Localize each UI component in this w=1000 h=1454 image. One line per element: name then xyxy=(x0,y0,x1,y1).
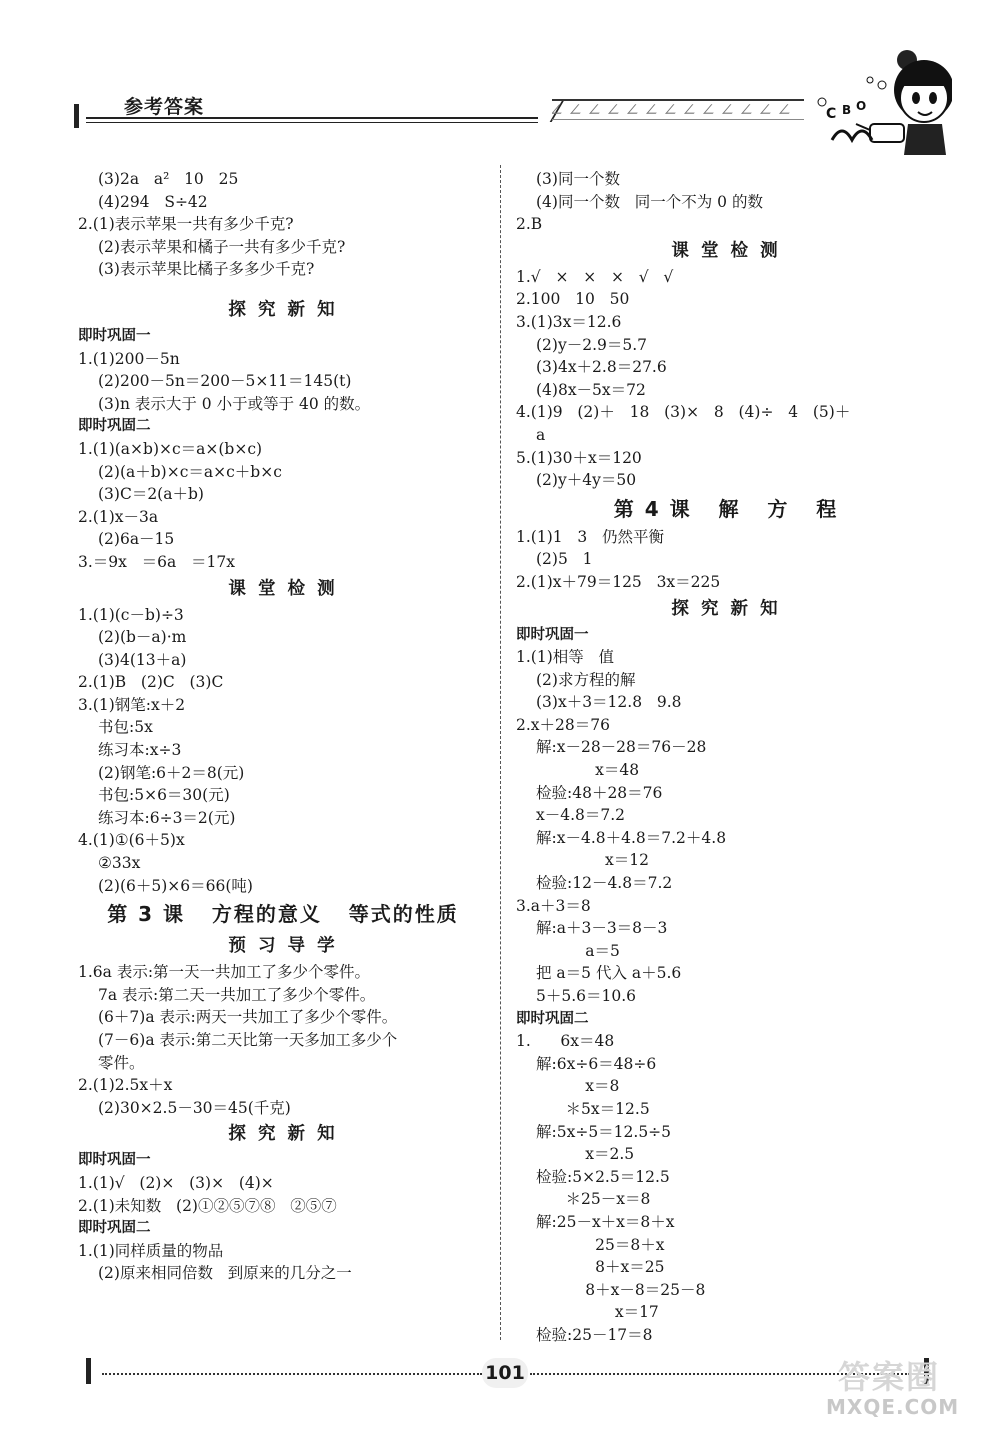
answer-line: 8＋x＝25 xyxy=(536,1258,665,1277)
answer-line: (6＋7)a 表示:两天一共加工了多少个零件。 xyxy=(98,1008,398,1027)
section-heading: 探 究 新 知 xyxy=(671,598,781,619)
answer-line: 练习本:x÷3 xyxy=(98,741,182,760)
column-divider xyxy=(500,165,501,1340)
answer-line: (2)求方程的解 xyxy=(536,670,636,689)
page-header xyxy=(0,0,1000,160)
subsection-heading: 即时巩固二 xyxy=(78,418,151,435)
answer-line: (4)294 S÷42 xyxy=(98,192,208,211)
answer-line: 2.(1)未知数 (2)①②⑤⑦⑧ ②⑤⑦ xyxy=(78,1196,337,1215)
answer-line: (2)y＋4y＝50 xyxy=(536,471,637,490)
answer-line: (3)表示苹果比橘子多多少千克? xyxy=(98,260,315,279)
section-heading: 探 究 新 知 xyxy=(228,299,338,320)
girl-mascot-icon xyxy=(812,40,952,160)
right-column xyxy=(516,168,936,1347)
answer-line xyxy=(78,281,488,295)
answer-line: 8＋x－8＝25－8 xyxy=(536,1280,706,1299)
answer-line: x＝12 xyxy=(536,851,649,870)
answer-line: 1.(1)相等 值 xyxy=(516,648,615,667)
answer-line: (4)同一个数 同一个不为 0 的数 xyxy=(536,192,763,211)
answer-line: (2)y－2.9＝5.7 xyxy=(536,335,648,354)
answer-line: 解:a＋3－3＝8－3 xyxy=(536,919,668,938)
header-title: 参考答案 xyxy=(124,96,205,118)
answer-line: a＝5 xyxy=(536,941,620,960)
answer-line: (2)5 1 xyxy=(536,550,593,569)
answer-line: 检验:12－4.8＝7.2 xyxy=(536,874,673,893)
answer-line: 3.(1)3x＝12.6 xyxy=(516,312,622,331)
answer-line: x＝48 xyxy=(536,761,640,780)
answer-line: 解:6x÷6＝48÷6 xyxy=(536,1054,657,1073)
answer-line: 2.(1)B (2)C (3)C xyxy=(78,673,224,692)
watermark-logo: 答案圈 xyxy=(838,1358,941,1396)
answer-line: (3)C＝2(a＋b) xyxy=(98,485,204,504)
section-heading: 预 习 导 学 xyxy=(228,936,338,957)
answer-line: (2)200－5n＝200－5×11＝145(t) xyxy=(98,372,352,391)
answer-line: (3)n 表示大于 0 小于或等于 40 的数。 xyxy=(98,394,371,413)
answer-line: 1.(1)同样质量的物品 xyxy=(78,1241,224,1260)
answer-line: 书包:5×6＝30(元) xyxy=(98,786,230,805)
answer-line: x－4.8＝7.2 xyxy=(536,806,626,825)
answer-line: x＝17 xyxy=(536,1303,659,1322)
answer-line: (2)(a＋b)×c＝a×c＋b×c xyxy=(98,462,282,481)
answer-line: 1.(1)√ (2)× (3)× (4)× xyxy=(78,1173,274,1192)
answer-line: (2)30×2.5－30＝45(千克) xyxy=(98,1098,291,1117)
answer-line: 检验:25－17＝8 xyxy=(536,1325,653,1344)
subsection-heading: 即时巩固二 xyxy=(516,1010,589,1027)
answer-line: 25＝8＋x xyxy=(536,1235,665,1254)
page-number: 101 xyxy=(482,1358,528,1388)
answer-line: (2)表示苹果和橘子一共有多少千克? xyxy=(98,237,346,256)
answer-line: 4.(1)9 (2)＋ 18 (3)× 8 (4)÷ 4 (5)＋ xyxy=(516,403,851,422)
header-decor-strip xyxy=(552,99,804,120)
answer-line: 1.(1)(a×b)×c＝a×(b×c) xyxy=(78,439,263,458)
subsection-heading: 即时巩固一 xyxy=(78,1152,151,1169)
answer-line: 2.x＋28＝76 xyxy=(516,715,610,734)
answer-line: 5＋5.6＝10.6 xyxy=(536,987,637,1005)
answer-line: a xyxy=(536,425,546,444)
subsection-heading: 即时巩固二 xyxy=(78,1220,151,1237)
subsection-heading: 即时巩固一 xyxy=(516,626,589,643)
header-rule-thin xyxy=(86,122,538,123)
answer-line: x＝2.5 xyxy=(536,1145,635,1164)
section-heading: 探 究 新 知 xyxy=(228,1124,338,1145)
answer-line: 练习本:6÷3＝2(元) xyxy=(98,808,236,827)
lesson-title: 第 3 课 方程的意义 等式的性质 xyxy=(107,902,459,927)
svg-text:B: B xyxy=(842,103,852,117)
answer-line: 1.(1)(c－b)÷3 xyxy=(78,605,184,624)
answer-line: 3.a＋3＝8 xyxy=(516,896,591,915)
answer-line: 3.(1)钢笔:x＋2 xyxy=(78,695,186,714)
answer-line: 检验:5×2.5＝12.5 xyxy=(536,1167,670,1186)
answer-line: 零件。 xyxy=(98,1053,145,1072)
answer-line: (3)4x＋2.8＝27.6 xyxy=(536,358,667,377)
answer-line: 1.6a 表示:第一天一共加工了多少个零件。 xyxy=(78,963,371,982)
answer-line: (3)2a a² 10 25 xyxy=(98,170,239,188)
answer-line: 1.(1)200－5n xyxy=(78,349,180,368)
answer-line: (3)同一个数 xyxy=(536,170,620,188)
answer-line: ②33x xyxy=(98,854,141,873)
answer-line: 2.(1)2.5x＋x xyxy=(78,1076,173,1095)
answer-line: 2.(1)x－3a xyxy=(78,507,159,526)
answer-line: 检验:48＋28＝76 xyxy=(536,783,663,802)
answer-line: 解:5x÷5＝12.5÷5 xyxy=(536,1122,672,1141)
answer-line: (3)4(13＋a) xyxy=(98,650,187,669)
answer-line: 2.(1)x＋79＝125 3x＝225 xyxy=(516,572,721,591)
answer-line: (2)6a－15 xyxy=(98,530,175,549)
answer-line: 1.(1)1 3 仍然平衡 xyxy=(516,527,665,546)
header-bracket-left xyxy=(74,104,91,128)
answer-line: 5.(1)30＋x＝120 xyxy=(516,448,642,467)
answer-line: 解:x－4.8＋4.8＝7.2＋4.8 xyxy=(536,828,727,847)
answer-line: (7－6)a 表示:第二天比第一天多加工多少个 xyxy=(98,1031,398,1049)
answer-line: 解:25－x＋x＝8＋x xyxy=(536,1212,675,1231)
answer-line: (2)(6＋5)×6＝66(吨) xyxy=(98,876,253,895)
answer-line: 2.B xyxy=(516,215,543,234)
answer-line: 4.(1)①(6＋5)x xyxy=(78,831,185,850)
lesson-title: 第 4 课 解 方 程 xyxy=(613,496,839,521)
footer-dotted-rule-left xyxy=(102,1373,482,1375)
answer-line: (3)x＋3＝12.8 9.8 xyxy=(536,693,682,712)
answer-line: 7a 表示:第二天一共加工了多少个零件。 xyxy=(98,985,376,1004)
answer-line: ＊5x＝12.5 xyxy=(536,1099,650,1118)
footer-bracket-left xyxy=(86,1358,103,1384)
section-heading: 课 堂 检 测 xyxy=(228,578,338,599)
answer-line: ＊25－x＝8 xyxy=(536,1190,651,1209)
answer-line: 2.(1)表示苹果一共有多少千克? xyxy=(78,215,294,234)
left-column xyxy=(78,168,488,1285)
answer-line: (4)8x－5x＝72 xyxy=(536,380,646,399)
answer-line: 书包:5x xyxy=(98,718,153,737)
answer-line: (2)原来相同倍数 到原来的几分之一 xyxy=(98,1264,352,1283)
answer-line: x＝8 xyxy=(536,1077,620,1096)
answer-line: 2.100 10 50 xyxy=(516,290,630,309)
svg-text:C: C xyxy=(826,106,837,122)
answer-line: (2)(b－a)·m xyxy=(98,628,187,647)
section-heading: 课 堂 检 测 xyxy=(671,240,781,261)
subsection-heading: 即时巩固一 xyxy=(78,327,151,344)
answer-line: (2)钢笔:6＋2＝8(元) xyxy=(98,763,245,782)
answer-line: 把 a＝5 代入 a＋5.6 xyxy=(536,964,682,983)
svg-text:O: O xyxy=(856,99,867,113)
watermark-url: MXQE.COM xyxy=(826,1395,960,1419)
answer-line: 1. 6x＝48 xyxy=(516,1032,615,1051)
answer-line: 1.√ × × × √ √ xyxy=(516,267,674,286)
answer-line: 解:x－28－28＝76－28 xyxy=(536,738,707,757)
answer-line: 3.＝9x ＝6a ＝17x xyxy=(78,552,236,571)
